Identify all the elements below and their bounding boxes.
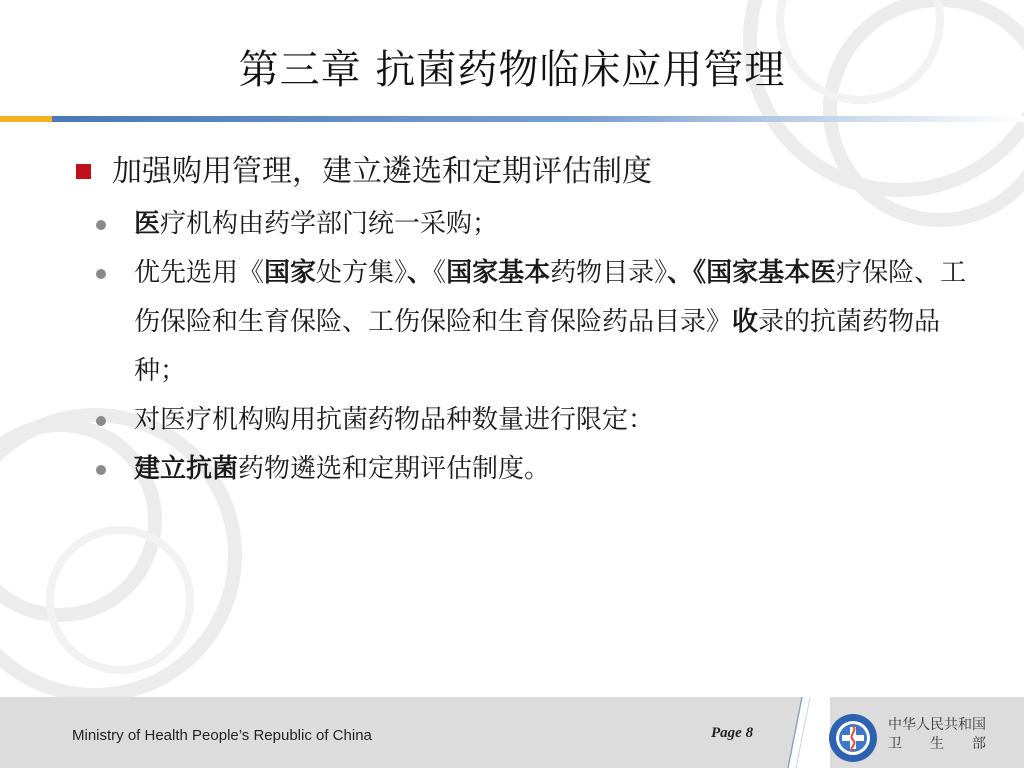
bullet-text-segment: 疗机构由药学部门统一采购； <box>160 209 499 239</box>
bullet-item <box>74 249 974 396</box>
heading-bullet <box>74 150 974 194</box>
heading-text: 加强购用管理，建立遴选和定期评估制度 <box>112 154 652 189</box>
title-underline-gold <box>0 116 52 122</box>
bullet-text-segment: 优先选用《 <box>134 258 265 288</box>
ministry-name <box>888 716 1014 754</box>
bullet-text-segment: 药物遴选和定期评估制度。 <box>238 454 551 484</box>
page-number: Page 8 <box>711 725 754 741</box>
title-underline <box>0 116 1024 122</box>
bullet-text-segment: 药物目录》 <box>550 258 668 288</box>
bullet-text-segment: 基本医 <box>758 258 837 288</box>
slide-title: 第三章 抗菌药物临床应用管理 <box>238 47 786 93</box>
square-bullet-icon <box>76 164 91 179</box>
bullet-text-segment: 国家 <box>264 258 317 288</box>
bullet-text-segment: 对医疗机构购用抗菌药物品种数量进行限定： <box>134 405 655 435</box>
bullet-item <box>74 200 974 249</box>
round-bullet-icon <box>96 416 106 426</box>
round-bullet-icon <box>96 220 106 230</box>
bullet-text-segment: 建立抗菌 <box>134 454 239 484</box>
ministry-emblem-icon <box>828 713 878 763</box>
bullet-text-segment: 处方集》 <box>316 258 408 288</box>
bullet-item <box>74 445 974 494</box>
slide-content <box>74 150 974 494</box>
bullet-text-segment: 、《国家 <box>667 258 759 288</box>
footer-organization: Ministry of Health People’s Republic of China <box>72 727 372 744</box>
bullet-text-segment: 收 <box>732 307 759 337</box>
bullet-text-segment: 国家基本 <box>446 258 551 288</box>
title-underline-blue <box>52 116 1024 122</box>
footer-divider <box>760 697 830 768</box>
bullet-text-segment: 疗保险、工伤保险和生育保险、工伤保险和生育保险药品目录》 <box>134 258 967 337</box>
bullet-text-segment: 《 <box>433 258 447 288</box>
round-bullet-icon <box>96 465 106 475</box>
ministry-name-line1: 中华人民共和国 <box>888 717 986 733</box>
bullet-text-segment: 、 <box>407 258 434 288</box>
round-bullet-icon <box>96 269 106 279</box>
bullet-list <box>74 200 974 494</box>
ministry-name-line2: 卫生部 <box>888 736 1014 752</box>
bullet-text-segment: 医 <box>134 209 161 239</box>
bullet-item <box>74 396 974 445</box>
bullet-text-segment: 录的抗菌药物品种； <box>134 307 941 386</box>
